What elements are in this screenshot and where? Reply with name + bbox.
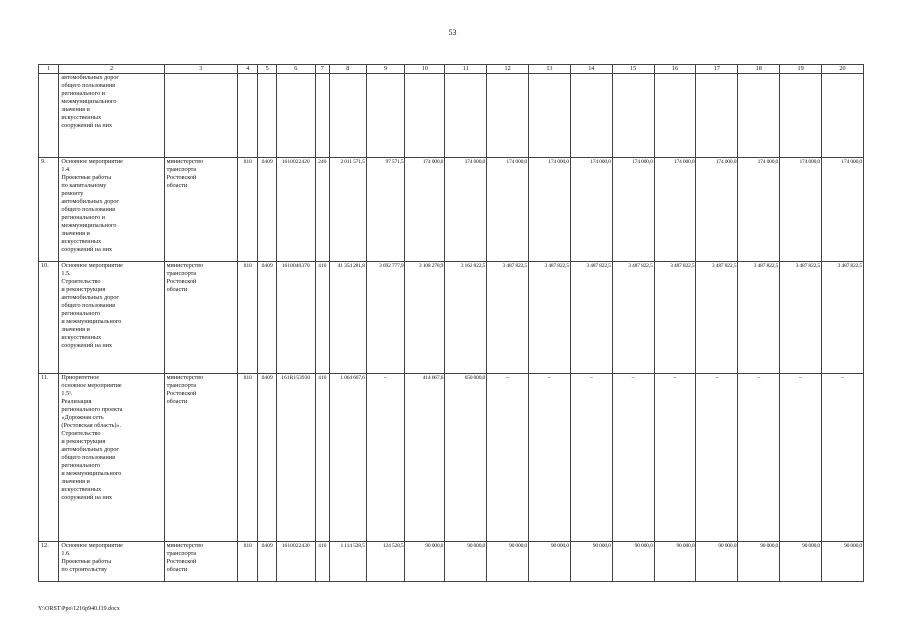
amount-cell: 2 011 571,5 — [329, 158, 366, 262]
measure-name: Основное мероприятие 1.6. Проектные работы по строительству — [59, 542, 164, 582]
executor: министерство транспорта Ростовской области — [164, 374, 238, 542]
amount-cell — [366, 74, 405, 158]
table-row — [39, 374, 864, 542]
amount-cell: 174 000,0 — [445, 158, 487, 262]
amount-cell — [696, 74, 738, 158]
amount-cell: 3 487 822,5 — [529, 262, 571, 374]
amount-cell: 3 487 822,5 — [612, 262, 654, 374]
amount-cell: 3 162 822,5 — [445, 262, 487, 374]
amount-cell: – — [529, 374, 571, 542]
measure-name: Основное мероприятие 1.4. Проектные работы по капитальному ремонту автомобильных дорог общего пользования регионального и межмуниципального значения и искусственных сооружений на них — [59, 158, 164, 262]
amount-cell: 90 000,0 — [570, 542, 612, 582]
amount-cell: 174 000,0 — [487, 158, 529, 262]
amount-cell: 90 000,0 — [780, 542, 822, 582]
amount-cell — [654, 74, 696, 158]
code-cell — [276, 74, 315, 158]
amount-cell: 90 000,0 — [738, 542, 780, 582]
amount-cell — [738, 74, 780, 158]
code-cell: 810 — [238, 158, 258, 262]
amount-cell: 90 000,0 — [654, 542, 696, 582]
amount-cell: – — [738, 374, 780, 542]
column-number-header: 18 — [738, 65, 780, 74]
amount-cell — [529, 74, 571, 158]
amount-cell: 414 667,6 — [405, 374, 445, 542]
amount-cell: 3 108 278,9 — [405, 262, 445, 374]
code-cell: 810 — [238, 542, 258, 582]
budget-table — [38, 64, 864, 582]
code-cell: 410 — [315, 374, 329, 542]
measure-name: Основное мероприятие 1.5. Строительство и реконструкция автомобильных дорог общего пользования регионального и межмуниципального значения и искусственных сооружений на них — [59, 262, 164, 374]
amount-cell: – — [570, 374, 612, 542]
amount-cell: – — [696, 374, 738, 542]
amount-cell: 174 000,0 — [612, 158, 654, 262]
amount-cell — [405, 74, 445, 158]
column-number-header: 14 — [570, 65, 612, 74]
measure-name: автомобильных дорог общего пользования регионального и межмуниципального значения и искусственных сооружений на них — [59, 74, 164, 158]
amount-cell: 97 571,5 — [366, 158, 405, 262]
code-cell: 0409 — [258, 262, 276, 374]
column-number-header: 15 — [612, 65, 654, 74]
file-path-footer: Y:\ORST\Ppo\1216p940.f19.docx — [38, 606, 120, 612]
measure-name: Приоритетное основное мероприятие 1.5¹. Реализация регионального проекта «Дорожная сеть (Ростовская область)». Строительство и реконструкция автомобильных дорог общего пользования регионального и межмуниципального значения и искусственных сооружений на них — [59, 374, 164, 542]
table-row — [39, 74, 864, 158]
code-cell: 810 — [238, 262, 258, 374]
amount-cell: – — [487, 374, 529, 542]
amount-cell: 3 487 822,5 — [570, 262, 612, 374]
column-number-header: 16 — [654, 65, 696, 74]
amount-cell: 3 487 822,5 — [654, 262, 696, 374]
amount-cell: 3 692 777,9 — [366, 262, 405, 374]
code-cell: 161R153930 — [276, 374, 315, 542]
page-number: 53 — [448, 28, 457, 37]
amount-cell: 124 528,5 — [366, 542, 405, 582]
code-cell — [258, 74, 276, 158]
header-row — [39, 65, 864, 74]
code-cell: 0409 — [258, 374, 276, 542]
amount-cell: 3 487 822,5 — [487, 262, 529, 374]
column-number-header: 4 — [238, 65, 258, 74]
code-cell: 1610022430 — [276, 542, 315, 582]
executor: министерство транспорта Ростовской области — [164, 262, 238, 374]
column-number-header: 5 — [258, 65, 276, 74]
executor: министерство транспорта Ростовской области — [164, 542, 238, 582]
amount-cell: 1 114 528,5 — [329, 542, 366, 582]
column-number-header: 11 — [445, 65, 487, 74]
amount-cell: – — [654, 374, 696, 542]
amount-cell: 174 000,0 — [570, 158, 612, 262]
amount-cell: – — [780, 374, 822, 542]
amount-cell: 90 000,0 — [822, 542, 864, 582]
column-number-header: 10 — [405, 65, 445, 74]
column-number-header: 17 — [696, 65, 738, 74]
amount-cell: – — [822, 374, 864, 542]
column-number-header: 20 — [822, 65, 864, 74]
code-cell — [238, 74, 258, 158]
column-number-header: 8 — [329, 65, 366, 74]
code-cell: 1610022420 — [276, 158, 315, 262]
amount-cell: 90 000,0 — [529, 542, 571, 582]
table-row — [39, 542, 864, 582]
amount-cell — [487, 74, 529, 158]
amount-cell: 90 000,0 — [405, 542, 445, 582]
amount-cell: 174 000,0 — [696, 158, 738, 262]
amount-cell: 90 000,0 — [696, 542, 738, 582]
row-number — [39, 74, 59, 158]
amount-cell: 3 487 822,5 — [822, 262, 864, 374]
amount-cell — [570, 74, 612, 158]
amount-cell: 174 000,0 — [529, 158, 571, 262]
code-cell: 0409 — [258, 542, 276, 582]
amount-cell — [329, 74, 366, 158]
code-cell: 810 — [238, 374, 258, 542]
amount-cell: 650 000,0 — [445, 374, 487, 542]
amount-cell: 174 000,0 — [654, 158, 696, 262]
amount-cell: 90 000,0 — [445, 542, 487, 582]
column-number-header: 1 — [39, 65, 59, 74]
code-cell: 410 — [315, 262, 329, 374]
column-number-header: 2 — [59, 65, 164, 74]
executor — [164, 74, 238, 158]
amount-cell — [780, 74, 822, 158]
row-number: 10. — [39, 262, 59, 374]
code-cell: 1610040370 — [276, 262, 315, 374]
amount-cell: – — [612, 374, 654, 542]
column-number-header: 6 — [276, 65, 315, 74]
amount-cell: 3 487 822,5 — [696, 262, 738, 374]
amount-cell — [822, 74, 864, 158]
amount-cell — [445, 74, 487, 158]
column-number-header: 9 — [366, 65, 405, 74]
amount-cell: 90 000,0 — [487, 542, 529, 582]
amount-cell: 174 000,0 — [738, 158, 780, 262]
column-number-header: 12 — [487, 65, 529, 74]
amount-cell: 174 000,0 — [405, 158, 445, 262]
code-cell — [315, 74, 329, 158]
column-number-header: 13 — [529, 65, 571, 74]
column-number-header: 19 — [780, 65, 822, 74]
amount-cell: 3 487 822,5 — [738, 262, 780, 374]
code-cell: 0409 — [258, 158, 276, 262]
row-number: 12. — [39, 542, 59, 582]
amount-cell: 174 000,0 — [780, 158, 822, 262]
amount-cell: 174 000,0 — [822, 158, 864, 262]
table-row — [39, 158, 864, 262]
column-number-header: 7 — [315, 65, 329, 74]
code-cell: 410 — [315, 542, 329, 582]
row-number: 9. — [39, 158, 59, 262]
executor: министерство транспорта Ростовской области — [164, 158, 238, 262]
amount-cell: 3 487 822,5 — [780, 262, 822, 374]
amount-cell: 90 000,0 — [612, 542, 654, 582]
table-row — [39, 262, 864, 374]
column-number-header: 3 — [164, 65, 238, 74]
row-number: 11. — [39, 374, 59, 542]
amount-cell: – — [366, 374, 405, 542]
code-cell: 240 — [315, 158, 329, 262]
amount-cell — [612, 74, 654, 158]
amount-cell: 41 354 281,8 — [329, 262, 366, 374]
amount-cell: 1 064 667,6 — [329, 374, 366, 542]
